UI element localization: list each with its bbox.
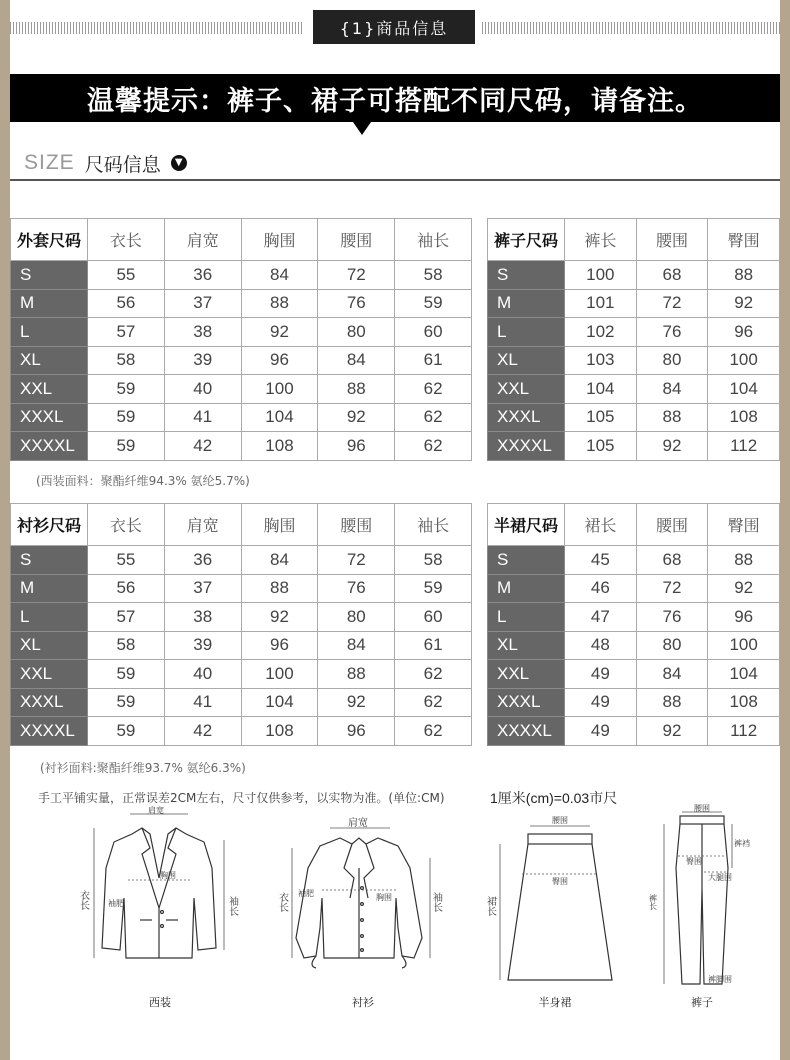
table-cell: 68 bbox=[636, 261, 708, 290]
table-cell: 49 bbox=[565, 717, 637, 746]
table-cell: 42 bbox=[164, 717, 241, 746]
suit-diagram bbox=[77, 806, 250, 988]
table-cell: 58 bbox=[88, 346, 165, 375]
table-row bbox=[488, 546, 780, 575]
table-cell: 62 bbox=[395, 660, 472, 689]
table-cell: 88 bbox=[241, 574, 318, 603]
tip-banner: 温馨提示：裤子、裙子可搭配不同尺码，请备注。 bbox=[10, 74, 780, 122]
table-cell: 46 bbox=[565, 574, 637, 603]
table-cell: 55 bbox=[88, 261, 165, 290]
size-cell: S bbox=[488, 546, 565, 575]
table-row bbox=[11, 289, 472, 318]
table-cell: 84 bbox=[318, 631, 395, 660]
table-header: 腰围 bbox=[636, 219, 708, 261]
banner-arrow bbox=[353, 122, 371, 135]
table-cell: 72 bbox=[636, 574, 708, 603]
table-cell: 47 bbox=[565, 603, 637, 632]
size-cell: XL bbox=[11, 346, 88, 375]
table-row bbox=[488, 375, 780, 404]
size-section-title bbox=[24, 148, 187, 178]
table-cell: 104 bbox=[241, 403, 318, 432]
table-cell: 100 bbox=[708, 631, 780, 660]
size-cell: XXXXL bbox=[488, 717, 565, 746]
suit-caption: 西装 bbox=[149, 996, 171, 1009]
table-cell: 108 bbox=[241, 717, 318, 746]
table-cell: 48 bbox=[565, 631, 637, 660]
table-cell: 37 bbox=[164, 574, 241, 603]
pants-thigh-label: 大腿围 bbox=[708, 873, 732, 882]
pants-waist-label: 腰围 bbox=[694, 804, 710, 813]
table-header: 肩宽 bbox=[164, 504, 241, 546]
table-cell: 104 bbox=[565, 375, 637, 404]
pants-length-label: 裤长 bbox=[648, 894, 658, 910]
size-cell: L bbox=[11, 318, 88, 347]
table-header: 袖长 bbox=[395, 504, 472, 546]
table-cell: 61 bbox=[395, 631, 472, 660]
table-cell: 42 bbox=[164, 432, 241, 461]
suit-length-label: 衣长 bbox=[77, 890, 89, 910]
table-cell: 84 bbox=[636, 375, 708, 404]
table-cell: 92 bbox=[241, 318, 318, 347]
size-cell: S bbox=[11, 546, 88, 575]
size-cell: L bbox=[488, 318, 565, 347]
skirt-size-table bbox=[487, 503, 780, 746]
table-cell: 76 bbox=[318, 574, 395, 603]
size-cell: XXL bbox=[488, 660, 565, 689]
table-cell: 59 bbox=[88, 688, 165, 717]
header-stripe-right bbox=[482, 22, 780, 34]
table-row bbox=[11, 631, 472, 660]
size-cell: XXXXL bbox=[488, 432, 565, 461]
table-cell: 92 bbox=[318, 688, 395, 717]
table-cell: 92 bbox=[636, 717, 708, 746]
size-title-en: SIZE bbox=[24, 151, 75, 174]
table-header: 袖长 bbox=[395, 219, 472, 261]
table-cell: 41 bbox=[164, 688, 241, 717]
shirt-shoulder-label: 肩宽 bbox=[348, 818, 368, 829]
table-cell: 88 bbox=[636, 688, 708, 717]
shirt-chest-label: 胸围 bbox=[376, 893, 392, 902]
table-row bbox=[11, 403, 472, 432]
skirt-hip-label: 臀围 bbox=[552, 877, 568, 886]
size-cell: M bbox=[11, 289, 88, 318]
unit-note: 1厘米(cm)=0.03市尺 bbox=[490, 790, 618, 806]
suit-chest-label: 胸围 bbox=[160, 871, 176, 880]
table-cell: 40 bbox=[164, 375, 241, 404]
table-cell: 96 bbox=[708, 603, 780, 632]
table-cell: 49 bbox=[565, 688, 637, 717]
table-row bbox=[11, 688, 472, 717]
table-row bbox=[11, 660, 472, 689]
table-cell: 84 bbox=[318, 346, 395, 375]
table-cell: 39 bbox=[164, 346, 241, 375]
skirt-diagram bbox=[484, 808, 628, 988]
table-row bbox=[488, 688, 780, 717]
table-cell: 58 bbox=[395, 546, 472, 575]
size-cell: XXXL bbox=[488, 403, 565, 432]
shirt-caption: 衬衫 bbox=[352, 996, 374, 1009]
table-cell: 80 bbox=[318, 603, 395, 632]
table-cell: 59 bbox=[395, 289, 472, 318]
table-cell: 92 bbox=[318, 403, 395, 432]
table-row bbox=[11, 574, 472, 603]
table-cell: 88 bbox=[318, 375, 395, 404]
table-header: 裤长 bbox=[565, 219, 637, 261]
table-cell: 100 bbox=[565, 261, 637, 290]
skirt-waist-label: 腰围 bbox=[552, 816, 568, 825]
table-header: 臀围 bbox=[708, 219, 780, 261]
table-row bbox=[488, 289, 780, 318]
size-cell: M bbox=[488, 574, 565, 603]
table-cell: 72 bbox=[318, 546, 395, 575]
table-cell: 80 bbox=[636, 346, 708, 375]
table-cell: 36 bbox=[164, 261, 241, 290]
title-divider bbox=[10, 179, 780, 181]
table-row bbox=[488, 717, 780, 746]
size-cell: S bbox=[488, 261, 565, 290]
size-cell: XXXL bbox=[11, 403, 88, 432]
table-cell: 112 bbox=[708, 432, 780, 461]
size-cell: XXXL bbox=[488, 688, 565, 717]
shirt-sleeve-width-label: 袖肥 bbox=[298, 889, 314, 898]
table-cell: 84 bbox=[241, 261, 318, 290]
table-cell: 88 bbox=[318, 660, 395, 689]
table-cell: 61 bbox=[395, 346, 472, 375]
table-cell: 59 bbox=[88, 432, 165, 461]
table-cell: 88 bbox=[241, 289, 318, 318]
page bbox=[10, 0, 780, 1060]
table-cell: 72 bbox=[318, 261, 395, 290]
table-cell: 108 bbox=[708, 403, 780, 432]
table-row bbox=[488, 403, 780, 432]
table-cell: 72 bbox=[636, 289, 708, 318]
table-cell: 39 bbox=[164, 631, 241, 660]
table-row bbox=[488, 603, 780, 632]
table-cell: 41 bbox=[164, 403, 241, 432]
table-cell: 84 bbox=[241, 546, 318, 575]
shirt-sleeve-label: 袖长 bbox=[430, 892, 442, 912]
pants-caption: 裤子 bbox=[691, 996, 713, 1009]
table-cell: 76 bbox=[636, 603, 708, 632]
size-cell: M bbox=[488, 289, 565, 318]
table-cell: 96 bbox=[318, 717, 395, 746]
table-cell: 100 bbox=[708, 346, 780, 375]
table-header: 腰围 bbox=[318, 219, 395, 261]
table-cell: 92 bbox=[636, 432, 708, 461]
skirt-length-label: 裙长 bbox=[484, 896, 496, 916]
size-title-cn: 尺码信息 bbox=[84, 153, 161, 176]
table-row bbox=[11, 261, 472, 290]
size-cell: XXL bbox=[11, 660, 88, 689]
table-header: 腰围 bbox=[318, 504, 395, 546]
table-row bbox=[11, 318, 472, 347]
table-cell: 108 bbox=[241, 432, 318, 461]
table-row bbox=[11, 375, 472, 404]
suit-shoulder-label: 肩宽 bbox=[148, 806, 164, 815]
table-cell: 38 bbox=[164, 318, 241, 347]
table-cell: 103 bbox=[565, 346, 637, 375]
table-cell: 59 bbox=[88, 660, 165, 689]
table-cell: 60 bbox=[395, 603, 472, 632]
table-cell: 108 bbox=[708, 688, 780, 717]
table-cell: 58 bbox=[88, 631, 165, 660]
size-cell: XXXL bbox=[11, 688, 88, 717]
pants-hip-label: 臀围 bbox=[686, 857, 702, 866]
table-row bbox=[488, 660, 780, 689]
table-row bbox=[488, 631, 780, 660]
table-row bbox=[11, 603, 472, 632]
table-header: 裤子尺码 bbox=[488, 219, 565, 261]
table-cell: 92 bbox=[708, 574, 780, 603]
table-header: 外套尺码 bbox=[11, 219, 88, 261]
table-cell: 84 bbox=[636, 660, 708, 689]
table-cell: 62 bbox=[395, 717, 472, 746]
table-row bbox=[488, 346, 780, 375]
table-cell: 76 bbox=[636, 318, 708, 347]
table-cell: 76 bbox=[318, 289, 395, 318]
size-cell: XL bbox=[488, 346, 565, 375]
table-cell: 59 bbox=[395, 574, 472, 603]
table-cell: 104 bbox=[708, 375, 780, 404]
table-cell: 62 bbox=[395, 403, 472, 432]
table-cell: 37 bbox=[164, 289, 241, 318]
pants-rise-label: 裤裆 bbox=[734, 839, 750, 848]
size-cell: XXL bbox=[11, 375, 88, 404]
table-cell: 36 bbox=[164, 546, 241, 575]
table-cell: 88 bbox=[636, 403, 708, 432]
shirt-length-label: 衣长 bbox=[276, 892, 288, 912]
table-cell: 100 bbox=[241, 660, 318, 689]
table-cell: 58 bbox=[395, 261, 472, 290]
measure-note: 手工平铺实量，正常误差2CM左右，尺寸仅供参考，以实物为准。(单位:CM) bbox=[38, 791, 445, 805]
table-header: 臀围 bbox=[708, 504, 780, 546]
table-cell: 96 bbox=[241, 346, 318, 375]
table-row bbox=[488, 261, 780, 290]
suit-sleeve-label: 袖长 bbox=[226, 896, 238, 916]
table-header: 衣长 bbox=[88, 219, 165, 261]
table-cell: 62 bbox=[395, 432, 472, 461]
table-header: 胸围 bbox=[241, 504, 318, 546]
table-cell: 56 bbox=[88, 574, 165, 603]
table-cell: 62 bbox=[395, 688, 472, 717]
size-cell: M bbox=[11, 574, 88, 603]
table-cell: 57 bbox=[88, 318, 165, 347]
table-cell: 38 bbox=[164, 603, 241, 632]
table-cell: 49 bbox=[565, 660, 637, 689]
outer-size-table bbox=[10, 218, 472, 461]
table-cell: 56 bbox=[88, 289, 165, 318]
suit-sleeve-width-label: 袖肥 bbox=[108, 899, 124, 908]
table-cell: 57 bbox=[88, 603, 165, 632]
table-header: 胸围 bbox=[241, 219, 318, 261]
table-header: 肩宽 bbox=[164, 219, 241, 261]
table-row bbox=[488, 432, 780, 461]
table-cell: 100 bbox=[241, 375, 318, 404]
table-header: 衬衫尺码 bbox=[11, 504, 88, 546]
table-cell: 102 bbox=[565, 318, 637, 347]
table-cell: 68 bbox=[636, 546, 708, 575]
size-cell: XXXXL bbox=[11, 432, 88, 461]
size-cell: L bbox=[488, 603, 565, 632]
table-cell: 80 bbox=[636, 631, 708, 660]
pants-size-table bbox=[487, 218, 780, 461]
table-row bbox=[11, 546, 472, 575]
table-cell: 59 bbox=[88, 375, 165, 404]
table-cell: 80 bbox=[318, 318, 395, 347]
size-cell: XXXXL bbox=[11, 717, 88, 746]
table-cell: 40 bbox=[164, 660, 241, 689]
size-cell: S bbox=[11, 261, 88, 290]
pants-diagram bbox=[642, 804, 762, 988]
table-cell: 92 bbox=[241, 603, 318, 632]
pants-hem-label: 裤脚围 bbox=[708, 975, 732, 984]
skirt-caption: 半身裙 bbox=[538, 996, 572, 1009]
size-cell: XL bbox=[488, 631, 565, 660]
table-cell: 104 bbox=[708, 660, 780, 689]
header-stripe-left bbox=[10, 22, 303, 34]
table-cell: 60 bbox=[395, 318, 472, 347]
table-cell: 96 bbox=[318, 432, 395, 461]
table-cell: 96 bbox=[708, 318, 780, 347]
table-cell: 92 bbox=[708, 289, 780, 318]
table-row bbox=[11, 346, 472, 375]
table-header: 腰围 bbox=[636, 504, 708, 546]
table-cell: 45 bbox=[565, 546, 637, 575]
table-cell: 104 bbox=[241, 688, 318, 717]
suit-fabric-note: (西装面料：聚酯纤维94.3% 氨纶5.7%) bbox=[36, 474, 250, 488]
table-row bbox=[488, 318, 780, 347]
table-cell: 88 bbox=[708, 261, 780, 290]
size-cell: XL bbox=[11, 631, 88, 660]
table-row bbox=[11, 717, 472, 746]
shirt-diagram bbox=[270, 808, 450, 988]
table-cell: 112 bbox=[708, 717, 780, 746]
table-cell: 105 bbox=[565, 432, 637, 461]
table-header: 半裙尺码 bbox=[488, 504, 565, 546]
table-cell: 101 bbox=[565, 289, 637, 318]
table-cell: 59 bbox=[88, 717, 165, 746]
table-cell: 96 bbox=[241, 631, 318, 660]
table-cell: 59 bbox=[88, 403, 165, 432]
table-header: 裙长 bbox=[565, 504, 637, 546]
table-cell: 62 bbox=[395, 375, 472, 404]
table-row bbox=[488, 574, 780, 603]
table-cell: 105 bbox=[565, 403, 637, 432]
table-header: 衣长 bbox=[88, 504, 165, 546]
chevron-down-icon: ▼ bbox=[171, 155, 187, 171]
section-tag: {1}商品信息 bbox=[313, 10, 475, 44]
table-cell: 88 bbox=[708, 546, 780, 575]
table-row bbox=[11, 432, 472, 461]
shirt-size-table bbox=[10, 503, 472, 746]
table-cell: 55 bbox=[88, 546, 165, 575]
size-cell: L bbox=[11, 603, 88, 632]
size-cell: XXL bbox=[488, 375, 565, 404]
shirt-fabric-note: (衬衫面料:聚酯纤维93.7% 氨纶6.3%) bbox=[40, 761, 246, 775]
